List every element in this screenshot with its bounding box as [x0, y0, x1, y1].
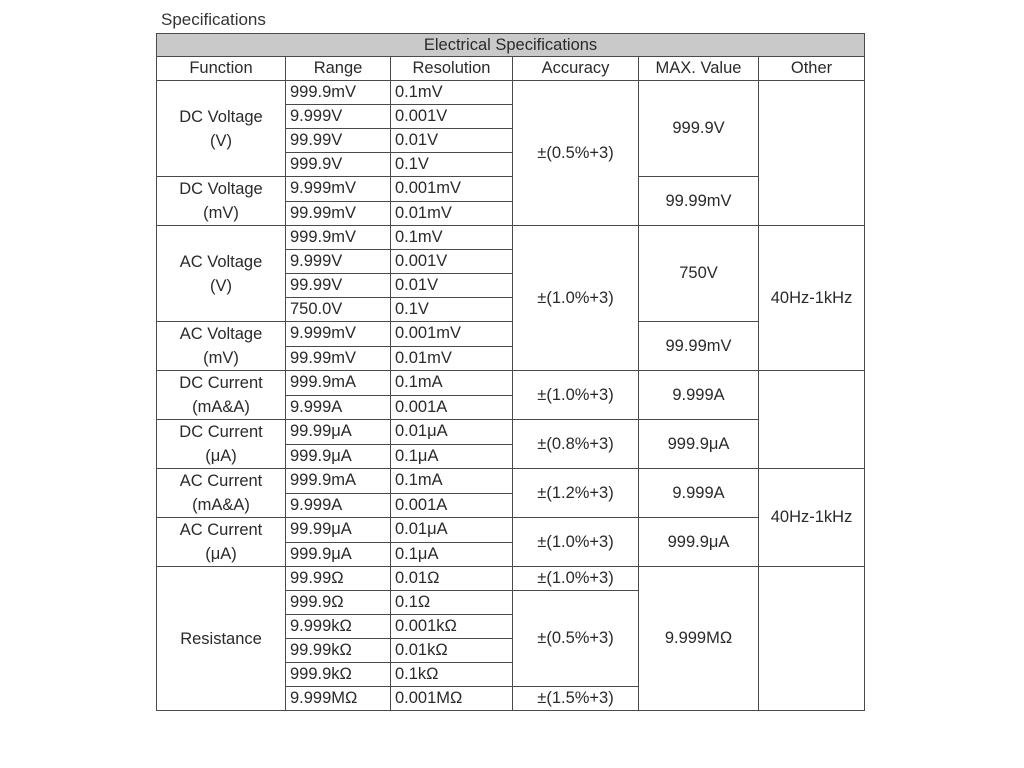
range-cell: 9.999A: [286, 395, 391, 420]
resolution-cell: 0.1mV: [391, 226, 513, 250]
accuracy-cell: ±(0.5%+3): [513, 591, 639, 687]
max-value-cell: 999.9μA: [639, 420, 759, 469]
function-unit: (mA&A): [192, 398, 250, 416]
table-row: [157, 371, 865, 396]
range-cell: 999.9mV: [286, 81, 391, 105]
function-cell: [157, 177, 286, 226]
resolution-cell: 0.01Ω: [391, 567, 513, 591]
range-cell: 99.99V: [286, 129, 391, 153]
resolution-cell: 0.1mV: [391, 81, 513, 105]
function-cell: [157, 226, 286, 322]
function-cell: [157, 322, 286, 371]
function-cell: [157, 567, 286, 711]
header-range: Range: [286, 57, 391, 81]
function-cell: [157, 371, 286, 420]
range-cell: 9.999kΩ: [286, 615, 391, 639]
table-row: [157, 567, 865, 591]
max-value-cell: 750V: [639, 226, 759, 322]
function-unit: (mA&A): [192, 496, 250, 514]
range-cell: 9.999MΩ: [286, 687, 391, 711]
resolution-cell: 0.1Ω: [391, 591, 513, 615]
accuracy-cell: ±(1.0%+3): [513, 518, 639, 567]
table-row: [157, 420, 865, 445]
resolution-cell: 0.001A: [391, 493, 513, 518]
accuracy-cell: ±(1.0%+3): [513, 567, 639, 591]
accuracy-cell: ±(1.5%+3): [513, 687, 639, 711]
max-value-cell: 999.9V: [639, 81, 759, 177]
resolution-cell: 0.1V: [391, 298, 513, 322]
range-cell: 999.9V: [286, 153, 391, 177]
range-cell: 9.999mV: [286, 322, 391, 347]
function-unit: (μA): [205, 545, 237, 563]
function-cell: [157, 469, 286, 518]
table-row: [157, 177, 865, 202]
resolution-cell: 0.001V: [391, 105, 513, 129]
accuracy-cell: ±(0.8%+3): [513, 420, 639, 469]
function-name: DC Voltage: [179, 180, 263, 198]
range-cell: 999.9μA: [286, 444, 391, 469]
function-name: DC Current: [179, 374, 263, 392]
max-value-cell: 9.999A: [639, 371, 759, 420]
range-cell: 999.9μA: [286, 542, 391, 567]
table-title: Electrical Specifications: [157, 34, 865, 57]
max-value-cell: 9.999A: [639, 469, 759, 518]
header-max-value: MAX. Value: [639, 57, 759, 81]
resolution-cell: 0.001kΩ: [391, 615, 513, 639]
function-unit: (mV): [203, 204, 239, 222]
accuracy-cell: ±(0.5%+3): [513, 81, 639, 226]
function-unit: (μA): [205, 447, 237, 465]
range-cell: 99.99mV: [286, 201, 391, 226]
resolution-cell: 0.001mV: [391, 322, 513, 347]
function-cell: [157, 420, 286, 469]
table-row: [157, 81, 865, 105]
function-name: AC Current: [179, 521, 263, 539]
header-resolution: Resolution: [391, 57, 513, 81]
range-cell: 750.0V: [286, 298, 391, 322]
range-cell: 9.999V: [286, 105, 391, 129]
resolution-cell: 0.001mV: [391, 177, 513, 202]
accuracy-cell: ±(1.2%+3): [513, 469, 639, 518]
table-row: [157, 518, 865, 543]
resolution-cell: 0.01μA: [391, 420, 513, 445]
range-cell: 99.99mV: [286, 346, 391, 371]
max-value-cell: 99.99mV: [639, 177, 759, 226]
range-cell: 9.999mV: [286, 177, 391, 202]
accuracy-cell: ±(1.0%+3): [513, 371, 639, 420]
range-cell: 999.9Ω: [286, 591, 391, 615]
range-cell: 999.9mA: [286, 469, 391, 494]
electrical-specifications-table: [156, 33, 865, 711]
range-cell: 999.9kΩ: [286, 663, 391, 687]
range-cell: 99.99Ω: [286, 567, 391, 591]
range-cell: 99.99μA: [286, 518, 391, 543]
resolution-cell: 0.001MΩ: [391, 687, 513, 711]
range-cell: 99.99kΩ: [286, 639, 391, 663]
table-header-row: [157, 57, 865, 81]
other-cell: 40Hz-1kHz: [759, 469, 865, 567]
range-cell: 999.9mA: [286, 371, 391, 396]
max-value-cell: 99.99mV: [639, 322, 759, 371]
header-function: Function: [157, 57, 286, 81]
resolution-cell: 0.1kΩ: [391, 663, 513, 687]
resolution-cell: 0.1mA: [391, 469, 513, 494]
resolution-cell: 0.01μA: [391, 518, 513, 543]
resolution-cell: 0.01mV: [391, 346, 513, 371]
resolution-cell: 0.001A: [391, 395, 513, 420]
resolution-cell: 0.01V: [391, 274, 513, 298]
function-unit: (V): [210, 276, 232, 295]
function-name: Resistance: [180, 629, 262, 648]
resolution-cell: 0.001V: [391, 250, 513, 274]
resolution-cell: 0.01V: [391, 129, 513, 153]
function-cell: [157, 518, 286, 567]
function-name: AC Voltage: [179, 252, 263, 271]
other-cell: [759, 371, 865, 469]
table-title-row: [157, 34, 865, 57]
range-cell: 999.9mV: [286, 226, 391, 250]
page-heading: Specifications: [161, 10, 266, 29]
resolution-cell: 0.1V: [391, 153, 513, 177]
resolution-cell: 0.1μA: [391, 444, 513, 469]
function-cell: [157, 81, 286, 177]
max-value-cell: 9.999MΩ: [639, 567, 759, 711]
range-cell: 9.999V: [286, 250, 391, 274]
function-name: AC Voltage: [179, 325, 263, 343]
max-value-cell: 999.9μA: [639, 518, 759, 567]
other-cell: 40Hz-1kHz: [759, 226, 865, 371]
other-cell: [759, 567, 865, 711]
accuracy-cell: ±(1.0%+3): [513, 226, 639, 371]
function-name: AC Current: [179, 472, 263, 490]
resolution-cell: 0.1mA: [391, 371, 513, 396]
range-cell: 99.99μA: [286, 420, 391, 445]
table-row: [157, 322, 865, 347]
range-cell: 99.99V: [286, 274, 391, 298]
table-row: [157, 226, 865, 250]
header-other: Other: [759, 57, 865, 81]
resolution-cell: 0.01mV: [391, 201, 513, 226]
function-name: DC Current: [179, 423, 263, 441]
range-cell: 9.999A: [286, 493, 391, 518]
function-unit: (mV): [203, 349, 239, 367]
table-row: [157, 469, 865, 494]
function-name: DC Voltage: [179, 107, 263, 126]
header-accuracy: Accuracy: [513, 57, 639, 81]
resolution-cell: 0.01kΩ: [391, 639, 513, 663]
other-cell: [759, 81, 865, 226]
resolution-cell: 0.1μA: [391, 542, 513, 567]
function-unit: (V): [210, 131, 232, 150]
